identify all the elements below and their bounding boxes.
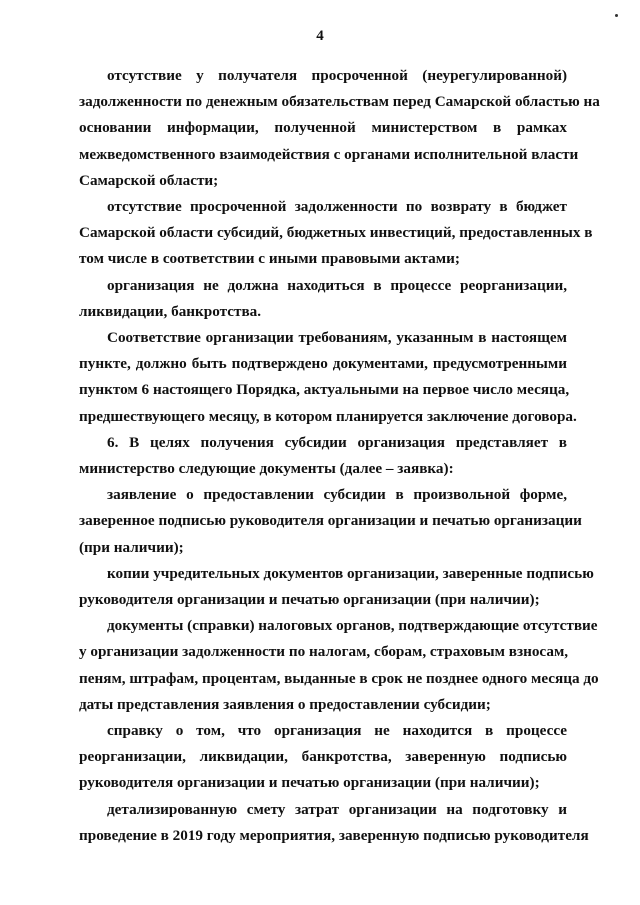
text-line: предшествующего месяцу, в котором планируется заключение договора.: [79, 407, 577, 425]
text-line: Соответствие организации требованиям, указанным в настоящем: [107, 329, 567, 347]
text-line: заявление о предоставлении субсидии в произвольной форме,: [107, 486, 567, 504]
paragraph: [79, 797, 589, 849]
text-line: организация не должна находиться в процессе реорганизации,: [107, 276, 567, 294]
text-line: детализированную смету затрат организации на подготовку и: [107, 800, 567, 818]
text-line: пеням, штрафам, процентам, выданные в срок не позднее одного месяца до: [79, 669, 599, 687]
text-line: Самарской области;: [79, 171, 219, 189]
text-line: руководителя организации и печатью организации (при наличии);: [79, 774, 540, 792]
paragraph: [79, 561, 594, 613]
document-body: [79, 63, 600, 849]
text-line: 6. В целях получения субсидии организация представляет в: [107, 433, 567, 451]
text-line: даты представления заявления о предоставлении субсидии;: [79, 695, 491, 713]
paragraph: [79, 718, 567, 797]
text-line: проведение в 2019 году мероприятия, заверенную подписью руководителя: [79, 826, 589, 844]
paragraph: [79, 325, 577, 430]
text-line: справку о том, что организация не находится в процессе: [107, 722, 567, 740]
text-line: отсутствие просроченной задолженности по возврату в бюджет: [107, 198, 567, 216]
text-line: пунктом 6 настоящего Порядка, актуальными на первое число месяца,: [79, 381, 570, 399]
text-line: руководителя организации и печатью организации (при наличии);: [79, 591, 540, 609]
paragraph: [79, 482, 582, 561]
page-number: 4: [316, 28, 324, 44]
text-line: пункте, должно быть подтверждено документами, предусмотренными: [79, 355, 567, 373]
paragraph: [79, 430, 567, 482]
paragraph: [79, 63, 600, 194]
text-line: межведомственного взаимодействия с органами исполнительной власти: [79, 145, 579, 163]
text-line: отсутствие у получателя просроченной (неурегулированной): [107, 67, 567, 84]
text-line: у организации задолженности по налогам, сборам, страховым взносам,: [79, 643, 569, 661]
scan-speck: [615, 14, 618, 17]
text-line: (при наличии);: [79, 538, 184, 556]
paragraph: [79, 273, 567, 325]
text-line: копии учредительных документов организации, заверенные подписью: [107, 564, 594, 582]
text-line: министерство следующие документы (далее – заявка):: [79, 460, 454, 478]
paragraph: [79, 194, 593, 273]
text-line: документы (справки) налоговых органов, подтверждающие отсутствие: [107, 617, 598, 635]
text-line: том числе в соответствии с иными правовыми актами;: [79, 250, 460, 268]
text-line: ликвидации, банкротства.: [79, 302, 262, 320]
text-line: задолженности по денежным обязательствам перед Самарской областью на: [79, 93, 600, 111]
text-line: Самарской области субсидий, бюджетных инвестиций, предоставленных в: [79, 224, 593, 242]
text-line: основании информации, полученной министерством в рамках: [79, 119, 567, 137]
paragraph: [79, 613, 599, 718]
text-line: заверенное подписью руководителя организации и печатью организации: [79, 512, 582, 530]
text-line: реорганизации, ликвидации, банкротства, заверенную подписью: [79, 748, 567, 766]
